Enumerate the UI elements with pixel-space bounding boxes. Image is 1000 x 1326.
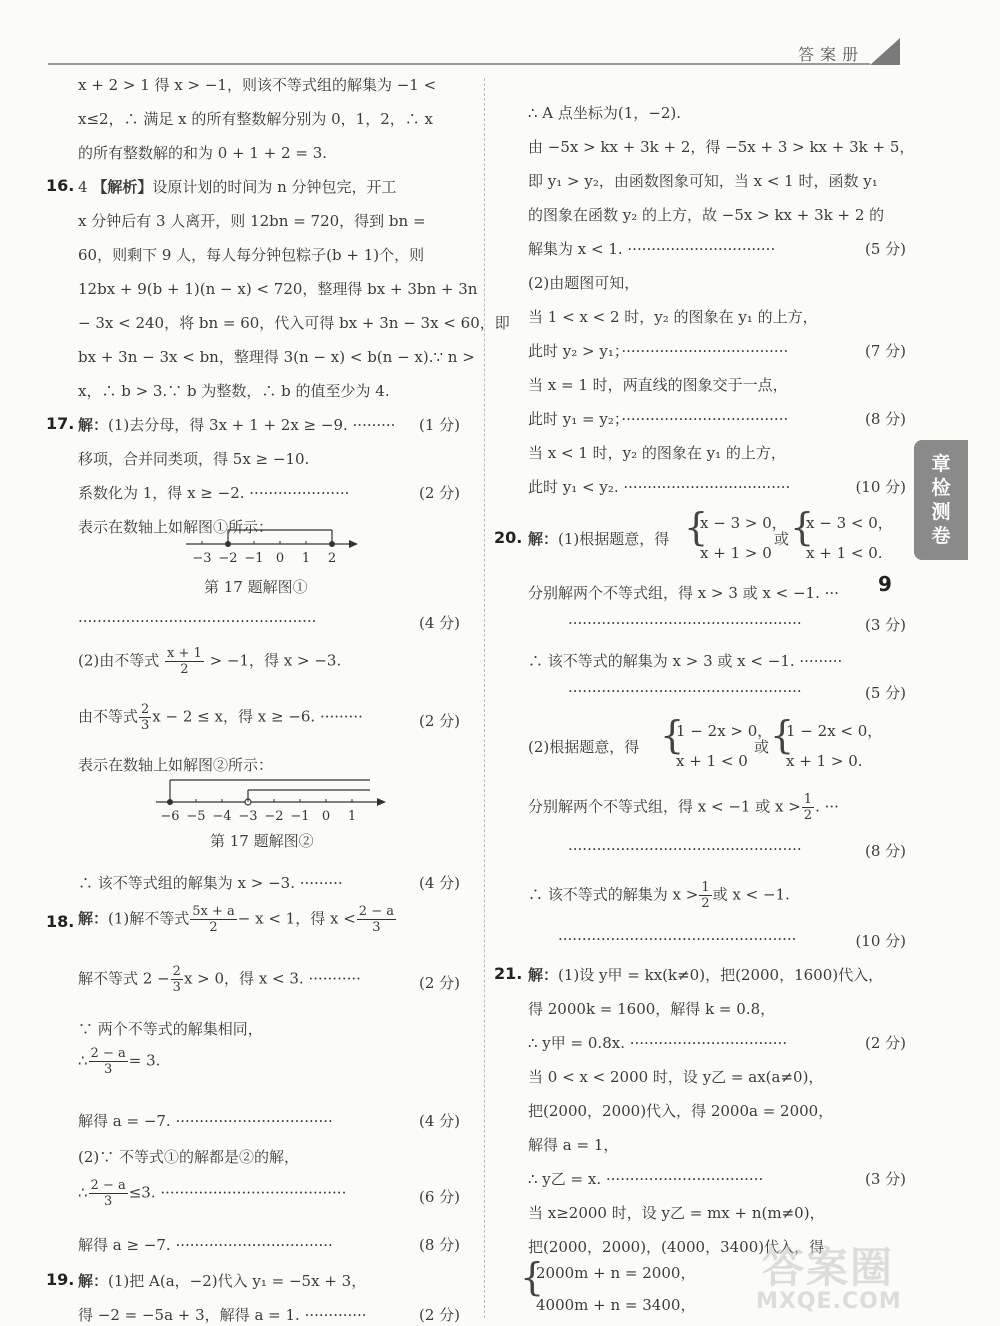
text: 由不等式 bbox=[78, 707, 139, 726]
text-line: 此时 y₁ < y₂. ··································· bbox=[528, 478, 791, 496]
score: (2 分) bbox=[415, 710, 460, 731]
text-line: (2)由题图可知， bbox=[528, 274, 640, 292]
tick-label: 0 bbox=[275, 551, 285, 566]
score: (10 分) bbox=[855, 478, 906, 496]
q18-line bbox=[78, 904, 397, 935]
score: (2 分) bbox=[864, 1034, 906, 1052]
text-line: 的所有整数解的和为 0 + 1 + 2 = 3. bbox=[78, 144, 328, 162]
system-eq: x + 1 > 0 bbox=[700, 544, 772, 562]
text-line: 12bx + 9(b + 1)(n − x) < 720，整理得 bx + 3bn + 3n bbox=[78, 280, 478, 298]
tick-label: −1 bbox=[244, 551, 264, 566]
text: 解不等式 2 − bbox=[78, 969, 170, 988]
solution-label: 解： bbox=[78, 1272, 109, 1290]
text-line: ∴ 该不等式组的解集为 x > −3. ········· bbox=[78, 874, 343, 892]
text: (1)根据题意，得 bbox=[558, 530, 670, 548]
system-eq: 1 − 2x > 0， bbox=[676, 722, 773, 740]
score: (10 分) bbox=[851, 930, 906, 951]
brace-icon: { bbox=[684, 505, 709, 549]
fraction: $\frac{1}{2}$ bbox=[803, 792, 813, 823]
text-line: 60，则剩下 9 人，每人每分钟包粽子(b + 1)个，则 bbox=[78, 246, 425, 264]
text-line: x，∴ b > 3.∵ b 为整数，∴ b 的值至少为 4. bbox=[78, 382, 390, 400]
text-line: 解得 a = 1， bbox=[528, 1136, 619, 1154]
q18-line-4 bbox=[78, 1046, 160, 1077]
fraction: $\frac{x + 1}{2}$ bbox=[167, 646, 202, 677]
q18-line-7 bbox=[78, 1178, 346, 1209]
tick-label: −3 bbox=[238, 809, 258, 822]
number-line-2 bbox=[152, 770, 392, 822]
fraction: $\frac{2 - a}{3}$ bbox=[90, 1046, 126, 1077]
text-line: bx + 3n − 3x < bn，整理得 3(n − x) < b(n − x).∵ n > bbox=[78, 348, 475, 366]
text: (2)由不等式 bbox=[78, 651, 160, 670]
figure-caption-2: 第 17 题解图② bbox=[210, 832, 314, 850]
text-line: 的图象在函数 y₂ 的上方，故 −5x > kx + 3k + 2 的 bbox=[528, 206, 885, 224]
text-line: 移项，合并同类项，得 5x ≥ −10. bbox=[78, 450, 310, 468]
system-eq: x − 3 > 0， bbox=[700, 514, 787, 532]
text: − x < 1，得 x < bbox=[237, 909, 356, 928]
text-line: 得 2000k = 1600，解得 k = 0.8， bbox=[528, 1000, 776, 1018]
score: (8 分) bbox=[861, 840, 906, 861]
watermark-top-text: 答案圈 bbox=[762, 1243, 895, 1292]
q16-text: 设原计划的时间为 n 分钟包完，开工 bbox=[152, 178, 397, 196]
q17-line-6 bbox=[78, 702, 363, 733]
system-eq: 1 − 2x < 0， bbox=[786, 722, 883, 740]
text-line: 当 x < 1 时，y₂ 的图象在 y₁ 的上方， bbox=[528, 444, 786, 462]
tick-label: 1 bbox=[347, 809, 357, 822]
text-line: ∵ 两个不等式的解集相同， bbox=[78, 1020, 263, 1038]
system-eq: x − 3 < 0， bbox=[806, 514, 893, 532]
brace-icon: { bbox=[790, 505, 815, 549]
header-rule bbox=[48, 63, 870, 65]
fraction: $\frac{2}{3}$ bbox=[172, 964, 181, 995]
fraction: $\frac{2 - a}{3}$ bbox=[358, 904, 394, 935]
q20-line-6 bbox=[528, 880, 790, 911]
question-number-20: 20. bbox=[494, 528, 523, 547]
text-line: 把(2000，2000)，(4000，3400)代入，得 bbox=[528, 1238, 825, 1256]
number-line-1-ticks bbox=[192, 541, 336, 566]
q20-line bbox=[528, 528, 669, 549]
tick-label: 1 bbox=[301, 551, 311, 566]
text-line: 表示在数轴上如解图①所示： bbox=[78, 518, 274, 536]
tick-label: −5 bbox=[186, 809, 206, 822]
tick-label: 0 bbox=[321, 809, 331, 822]
score: (2 分) bbox=[415, 972, 460, 993]
question-number-17: 17. bbox=[46, 414, 75, 433]
score: (5 分) bbox=[864, 240, 906, 258]
dots-line: ·················································· bbox=[558, 930, 797, 948]
page-number: 9 bbox=[878, 572, 892, 596]
text-line: − 3x < 240，将 bn = 60，代入可得 bx + 3n − 3x < 60，即 bbox=[78, 314, 510, 332]
or-text: 或 bbox=[754, 738, 770, 756]
text-line: 此时 y₁ = y₂；··································· bbox=[528, 410, 789, 428]
text-line: 当 x≥2000 时，设 y乙 = mx + n(m≠0)， bbox=[528, 1204, 825, 1222]
brace-icon: { bbox=[520, 1255, 545, 1299]
score: (8 分) bbox=[864, 410, 906, 428]
q18-line-2 bbox=[78, 964, 361, 995]
text-line: ∴ y甲 = 0.8x. ································· bbox=[528, 1034, 788, 1052]
chapter-test-tab[interactable] bbox=[914, 440, 968, 560]
fraction: $\frac{2 - a}{3}$ bbox=[90, 1178, 126, 1209]
text-line: 表示在数轴上如解图②所示： bbox=[78, 756, 274, 774]
text-line: 当 1 < x < 2 时，y₂ 的图象在 y₁ 的上方， bbox=[528, 308, 818, 326]
tick-label: 2 bbox=[327, 551, 337, 566]
text-line: x + 2 > 1 得 x > −1，则该不等式组的解集为 −1 < bbox=[78, 76, 437, 94]
solution-label: 解： bbox=[78, 909, 109, 928]
q17-text: (1)去分母，得 3x + 1 + 2x ≥ −9. ········· bbox=[108, 416, 396, 434]
text-line: ∴ y乙 = x. ································· bbox=[528, 1170, 764, 1188]
brace-icon: { bbox=[770, 713, 795, 757]
q16-line bbox=[78, 176, 397, 197]
q21-line bbox=[528, 964, 883, 985]
q20-part2-line: (2)根据题意，得 bbox=[528, 738, 640, 756]
header-triangle-icon bbox=[870, 38, 900, 65]
solution-label: 解： bbox=[528, 530, 559, 548]
solution-label: 解： bbox=[78, 416, 109, 434]
column-divider bbox=[484, 78, 485, 1318]
text-line: x 分钟后有 3 人离开，则 12bn = 720，得到 bn = bbox=[78, 212, 426, 230]
text: > −1，得 x > −3. bbox=[209, 651, 342, 670]
tick-label: −1 bbox=[290, 809, 310, 822]
score: (7 分) bbox=[864, 342, 906, 360]
text: (1)设 y甲 = kx(k≠0)，把(2000，1600)代入， bbox=[558, 966, 884, 984]
system-eq: x + 1 > 0. bbox=[786, 752, 863, 770]
score: (8 分) bbox=[418, 1236, 460, 1254]
text-line: x≤2，∴ 满足 x 的所有整数解分别为 0，1，2，∴ x bbox=[78, 110, 433, 128]
text: ≤3. ······································· bbox=[128, 1183, 347, 1202]
watermark-bottom-text: MXQE.COM bbox=[756, 1289, 902, 1314]
text-line: 当 x = 1 时，两直线的图象交于一点， bbox=[528, 376, 788, 394]
q17-line bbox=[78, 414, 395, 435]
q19-line bbox=[78, 1270, 366, 1291]
text-line: 把(2000，2000)代入，得 2000a = 2000， bbox=[528, 1102, 834, 1120]
score: (2 分) bbox=[418, 484, 460, 502]
figure-caption-1: 第 17 题解图① bbox=[204, 578, 308, 596]
text-line: 由 −5x > kx + 3k + 2，得 −5x + 3 > kx + 3k + 5， bbox=[528, 138, 915, 156]
fraction: $\frac{1}{2}$ bbox=[701, 880, 710, 911]
text-line: 当 0 < x < 2000 时，设 y乙 = ax(a≠0)， bbox=[528, 1068, 824, 1086]
dots-line: ················································· bbox=[568, 840, 802, 858]
question-number-21: 21. bbox=[494, 964, 523, 983]
score: (6 分) bbox=[415, 1186, 460, 1207]
text-line: ∴ 该不等式的解集为 x > 3 或 x < −1. ········· bbox=[528, 652, 843, 670]
text-line: 解得 a = −7. ································· bbox=[78, 1112, 333, 1130]
tick-label: −2 bbox=[264, 809, 284, 822]
text: 或 x < −1. bbox=[712, 885, 790, 904]
score: (1 分) bbox=[418, 416, 460, 434]
text: ∴ bbox=[78, 1183, 88, 1202]
q20-line-5 bbox=[528, 792, 839, 823]
text-line: 分别解两个不等式组，得 x > 3 或 x < −1. ··· bbox=[528, 584, 839, 602]
text: ∴ bbox=[78, 1051, 88, 1070]
text: . ··· bbox=[815, 797, 839, 816]
system-eq: 4000m + n = 3400， bbox=[536, 1296, 696, 1314]
score: (5 分) bbox=[861, 682, 906, 703]
text-line: 系数化为 1，得 x ≥ −2. ····················· bbox=[78, 484, 350, 502]
dots-line: ················································· bbox=[568, 682, 802, 700]
question-number-19: 19. bbox=[46, 1270, 75, 1289]
brace-icon: { bbox=[660, 713, 685, 757]
q17-part2-line bbox=[78, 646, 341, 677]
text-line: 得 −2 = −5a + 3，解得 a = 1. ············· bbox=[78, 1306, 367, 1324]
text-line: 即 y₁ > y₂，由函数图象可知，当 x < 1 时，函数 y₁ bbox=[528, 172, 878, 190]
score: (3 分) bbox=[864, 1170, 906, 1188]
text-line: ∴ A 点坐标为(1，−2). bbox=[528, 104, 682, 122]
score: (4 分) bbox=[418, 1112, 460, 1130]
score: (2 分) bbox=[418, 1306, 460, 1324]
text: ∴ 该不等式的解集为 x > bbox=[528, 885, 699, 904]
question-number-18: 18. bbox=[46, 912, 75, 931]
text: 分别解两个不等式组，得 x < −1 或 x > bbox=[528, 797, 801, 816]
score: (4 分) bbox=[418, 874, 460, 892]
text-line: 解得 a ≥ −7. ································· bbox=[78, 1236, 333, 1254]
tick-label: −3 bbox=[192, 551, 212, 566]
watermark-logo bbox=[752, 1235, 984, 1319]
text-line: 此时 y₂ > y₁；··································· bbox=[528, 342, 789, 360]
header-title: 答案册 bbox=[797, 45, 864, 64]
system-eq: 2000m + n = 2000， bbox=[536, 1264, 696, 1282]
system-eq: x + 1 < 0 bbox=[676, 752, 748, 770]
score: (3 分) bbox=[861, 614, 906, 635]
number-line-1 bbox=[182, 522, 364, 574]
analysis-label: 【解析】 bbox=[92, 178, 153, 196]
fraction: $\frac{2}{3}$ bbox=[141, 702, 150, 733]
dots-line: ·················································· bbox=[78, 612, 317, 630]
text-line: (2)∵ 不等式①的解都是②的解， bbox=[78, 1148, 300, 1166]
text: x > 0，得 x < 3. ··········· bbox=[183, 969, 361, 988]
dots-line: ················································· bbox=[568, 614, 802, 632]
text: (1)把 A(a，−2)代入 y₁ = −5x + 3， bbox=[108, 1272, 367, 1290]
text-line: 解集为 x < 1. ······························· bbox=[528, 240, 776, 258]
q16-answer: 4 bbox=[78, 178, 88, 196]
tick-label: −6 bbox=[160, 809, 180, 822]
page-header bbox=[48, 0, 900, 68]
text: = 3. bbox=[128, 1051, 161, 1070]
text: (1)解不等式 bbox=[108, 909, 190, 928]
text: x − 2 ≤ x，得 x ≥ −6. ········· bbox=[152, 707, 363, 726]
question-number-16: 16. bbox=[46, 176, 75, 195]
score: (4 分) bbox=[415, 612, 460, 633]
solution-label: 解： bbox=[528, 966, 559, 984]
tick-label: −4 bbox=[212, 809, 232, 822]
or-text: 或 bbox=[774, 530, 790, 548]
fraction: $\frac{5x + a}{2}$ bbox=[192, 904, 235, 935]
tick-label: −2 bbox=[218, 551, 238, 566]
system-eq: x + 1 < 0. bbox=[806, 544, 883, 562]
tab-label: 章检测卷 bbox=[931, 453, 951, 547]
